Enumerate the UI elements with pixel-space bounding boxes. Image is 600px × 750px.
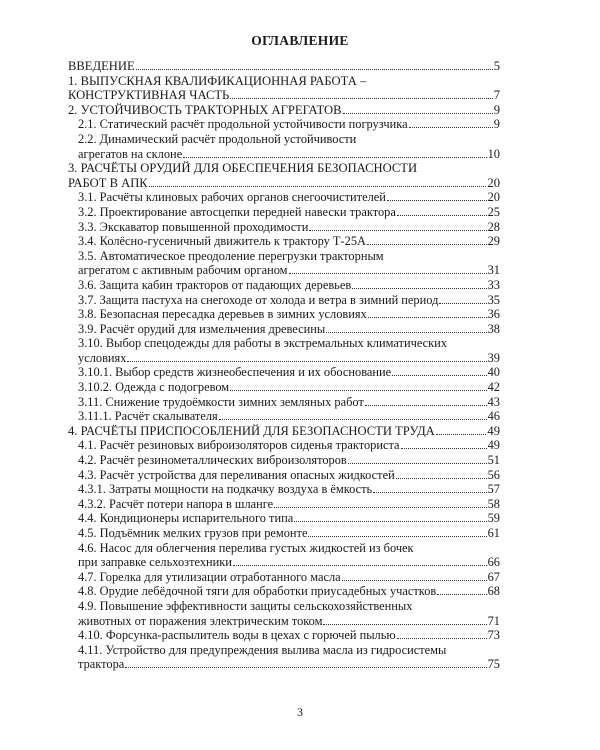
toc-entry [68,293,500,308]
dot-leader [397,638,487,639]
toc-entry-page: 28 [487,219,500,234]
toc-entry-title: 3.9. Расчёт орудий для измельчения древесины [78,321,326,336]
dot-leader [387,200,487,201]
toc-entry-page: 36 [487,307,500,322]
dot-leader [323,624,486,625]
toc-entry-page: 58 [487,496,500,511]
toc-entry [68,584,500,599]
toc-entry-title: 4. РАСЧЁТЫ ПРИСПОСОБЛЕНИЙ ДЛЯ БЕЗОПАСНОСТИ ТРУДА [68,423,435,438]
dot-leader [436,434,487,435]
dot-leader [348,463,487,464]
toc-entry-page: 42 [487,380,500,395]
dot-leader [294,521,486,522]
toc-entry [68,497,500,512]
toc-entry-page: 35 [487,292,500,307]
toc-entry [68,395,500,410]
toc-entry-page: 71 [487,613,500,628]
toc-entry [68,132,500,161]
dot-leader [274,507,486,508]
dot-leader [396,478,487,479]
toc-entry-title: РАБОТ В АПК [68,175,148,190]
toc-entry-title: 3.5. Автоматическое преодоление перегрузки тракторным [78,248,384,263]
dot-leader [343,113,493,114]
toc-entry [68,336,500,365]
toc-entry [68,190,500,205]
toc-entry-title: 3.10.2. Одежда с подогревом [78,380,230,395]
toc-entry-page: 7 [493,88,500,103]
table-of-contents [68,59,500,672]
toc-entry-title: агрегатом с активным рабочим органом [78,263,288,278]
dot-leader [397,215,487,216]
dot-leader [309,230,486,231]
dot-leader [392,375,486,376]
toc-entry-title: животных от поражения электрическим током [78,613,323,628]
toc-entry-page: 51 [487,453,500,468]
toc-entry-page: 39 [487,350,500,365]
dot-leader [219,419,487,420]
toc-entry-page: 20 [487,190,500,205]
toc-entry-title: 4.2. Расчёт резинометаллических виброизоляторов [78,453,347,468]
toc-entry-page: 57 [487,482,500,497]
dot-leader [365,405,487,406]
toc-entry [68,74,500,103]
toc-entry-page: 61 [487,526,500,540]
dot-leader [401,448,487,449]
toc-entry-page: 5 [493,59,500,73]
toc-entry-title: 3.2. Проектирование автосцепки передней навески трактора [78,204,396,219]
dot-leader [352,288,486,289]
toc-entry-title: 3. РАСЧЁТЫ ОРУДИЙ ДЛЯ ОБЕСПЕЧЕНИЯ БЕЗОПАСНОСТИ [68,161,418,176]
toc-entry [68,380,500,395]
toc-entry-title: 4.8. Орудие лебёдочной тяги для обработки приусадебных участков [78,584,437,599]
toc-entry-title: 2.1. Статический расчёт продольной устойчивости погрузчика [78,117,408,132]
toc-entry [68,220,500,235]
toc-entry-title: 4.1. Расчёт резиновых виброизоляторов сиденья тракториста [78,438,400,453]
dot-leader [342,580,487,581]
dot-leader [308,536,486,537]
toc-entry-title: КОНСТРУКТИВНАЯ ЧАСТЬ [68,88,230,103]
page-number: 3 [297,705,303,719]
toc-entry-title: 4.3.2. Расчёт потери напора в шланге [78,496,274,511]
toc-entry-title: 3.7. Защита пастуха на снегоходе от холода и ветра в зимний период [78,292,439,307]
dot-leader [136,69,493,70]
toc-entry [68,453,500,468]
toc-entry-title: 3.10. Выбор спецодежды для работы в экстремальных климатических [78,336,447,351]
toc-entry [68,103,500,118]
dot-leader [125,667,486,668]
toc-entry-page: 40 [487,365,500,380]
dot-leader [289,273,487,274]
toc-entry-page: 9 [493,117,500,132]
toc-entry-page: 59 [487,511,500,526]
toc-entry-title: 3.8. Безопасная пересадка деревьев в зимних условиях [78,307,367,322]
toc-entry-title: 3.10.1. Выбор средств жизнеобеспечения и их обоснование [78,365,392,380]
dot-leader [233,565,487,566]
toc-entry [68,599,500,628]
toc-entry-title: при заправке сельхозтехники [78,555,232,570]
toc-entry-title: условиях [78,350,127,365]
toc-entry-page: 9 [493,102,500,117]
toc-entry [68,322,500,337]
toc-entry-page: 38 [487,321,500,336]
toc-entry-page: 20 [487,175,500,190]
toc-entry-page: 49 [487,438,500,453]
toc-entry [68,438,500,453]
toc-title: ОГЛАВЛЕНИЕ [251,33,349,48]
toc-entry-title: 4.4. Кондиционеры испарительного типа [78,511,294,526]
dot-leader [367,244,487,245]
toc-entry-title: 2. УСТОЙЧИВОСТЬ ТРАКТОРНЫХ АГРЕГАТОВ [68,102,342,117]
toc-entry-title: 3.11. Снижение трудоёмкости зимних земляных работ [78,394,364,409]
toc-entry-title: 4.6. Насос для облегчения перелива густых жидкостей из бочек [78,540,414,555]
toc-entry-page: 67 [487,569,500,584]
toc-entry-page: 46 [487,409,500,424]
dot-leader [149,186,487,187]
dot-leader [439,303,486,304]
toc-entry-title: 4.5. Подъёмник мелких грузов при ремонте [78,526,308,540]
toc-entry-page: 33 [487,277,500,292]
toc-entry-title: агрегатов на склоне [78,146,183,161]
toc-entry [68,424,500,439]
toc-entry [68,541,500,570]
dot-leader [183,157,486,158]
toc-entry-page: 75 [487,657,500,672]
toc-entry [68,307,500,322]
toc-entry [68,468,500,483]
toc-entry [68,482,500,497]
toc-entry-title: 4.7. Горелка для утилизации отработанного масла [78,569,341,584]
toc-entry-title: 4.3. Расчёт устройства для переливания опасных жидкостей [78,467,395,482]
toc-entry-page: 31 [487,263,500,278]
toc-entry-page: 10 [487,146,500,161]
dot-leader [373,492,486,493]
dot-leader [437,594,486,595]
toc-entry-page: 25 [487,204,500,219]
toc-entry [68,570,500,585]
dot-leader [368,317,487,318]
toc-entry-title: 4.10. Форсунка-распылитель воды в цехах с горючей пылью [78,628,396,643]
toc-entry [68,205,500,220]
toc-entry [68,643,500,672]
toc-entry [68,526,500,541]
toc-entry [68,59,500,74]
toc-entry-title: 2.2. Динамический расчёт продольной устойчивости [78,131,357,146]
toc-entry-title: 1. ВЫПУСКНАЯ КВАЛИФИКАЦИОННАЯ РАБОТА – [68,73,367,88]
toc-entry-page: 66 [487,555,500,570]
toc-entry-page: 43 [487,394,500,409]
toc-entry [68,249,500,278]
toc-entry-title: 4.11. Устройство для предупреждения вылива масла из гидросистемы [78,642,447,657]
dot-leader [230,98,492,99]
dot-leader [230,390,486,391]
toc-entry-title: трактора [78,657,125,672]
toc-entry [68,365,500,380]
toc-entry [68,234,500,249]
toc-entry-page: 73 [487,628,500,643]
toc-entry-title: ВВЕДЕНИЕ [68,59,135,73]
toc-entry-title: 3.1. Расчёты клиновых рабочих органов снегоочистителей [78,190,386,205]
toc-entry-page: 68 [487,584,500,599]
toc-entry-title: 3.3. Экскаватор повышенной проходимости [78,219,309,234]
toc-entry [68,117,500,132]
toc-entry-page: 49 [487,423,500,438]
toc-entry [68,409,500,424]
toc-entry-title: 4.3.1. Затраты мощности на подкачку воздуха в ёмкость [78,482,373,497]
toc-entry [68,511,500,526]
dot-leader [409,127,493,128]
dot-leader [326,332,486,333]
toc-entry-page: 56 [487,467,500,482]
toc-entry [68,161,500,190]
toc-entry-title: 3.4. Колёсно-гусеничный движитель к трактору Т-25А [78,234,366,249]
toc-entry-title: 3.11.1. Расчёт скалывателя [78,409,218,424]
toc-entry-title: 3.6. Защита кабин тракторов от падающих деревьев [78,277,352,292]
toc-entry [68,278,500,293]
toc-entry-title: 4.9. Повышение эффективности защиты сельскохозяйственных [78,598,413,613]
toc-entry-page: 29 [487,234,500,249]
dot-leader [127,361,486,362]
toc-entry [68,628,500,643]
